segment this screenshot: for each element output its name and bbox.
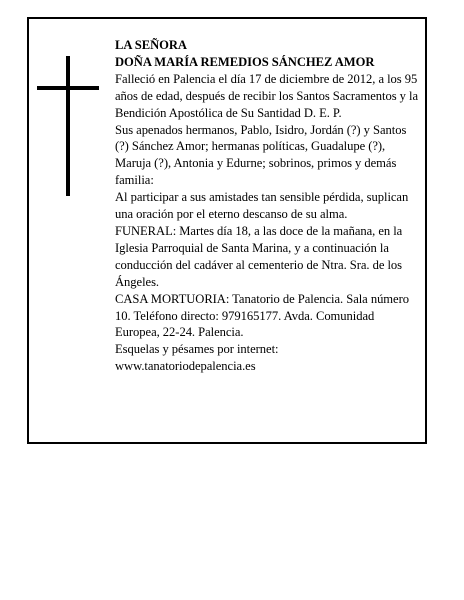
deceased-name: DOÑA MARÍA REMEDIOS SÁNCHEZ AMOR	[115, 54, 375, 69]
cross-vertical-bar	[66, 56, 70, 196]
death-details-paragraph: Falleció en Palencia el día 17 de diciembre de 2012, a los 95 años de edad, después de recibir los Santos Sacramentos y la Bendición Apostólica de Su Santidad D. E. P.	[115, 71, 419, 120]
notice-title: LA SEÑORA	[115, 38, 187, 52]
cross-horizontal-bar	[37, 86, 99, 90]
website-link[interactable]: www.tanatoriodepalencia.es	[115, 359, 256, 374]
online-condolences-label: Esquelas y pésames por internet:	[115, 342, 279, 357]
prayer-request-paragraph: Al participar a sus amistades tan sensible pérdida, suplican una oración por el eterno descanso de su alma.	[115, 190, 409, 222]
funeral-paragraph: FUNERAL: Martes día 18, a las doce de la mañana, en la Iglesia Parroquial de Santa Marina, y a continuación la conducción del cadáver al cementerio de Ntra. Sra. de los Ángeles.	[115, 223, 403, 289]
obituary-text-block	[115, 37, 420, 375]
family-paragraph: Sus apenados hermanos, Pablo, Isidro, Jordán (?) y Santos (?) Sánchez Amor; hermanas políticas, Guadalupe (?), Maruja (?), Antonia y Edurne; sobrinos, primos y demás familia:	[115, 122, 407, 188]
funeral-home-paragraph: CASA MORTUORIA: Tanatorio de Palencia. Sala número 10. Teléfono directo: 979165177. Avda. Comunidad Europea, 22-24. Palencia.	[115, 291, 409, 340]
